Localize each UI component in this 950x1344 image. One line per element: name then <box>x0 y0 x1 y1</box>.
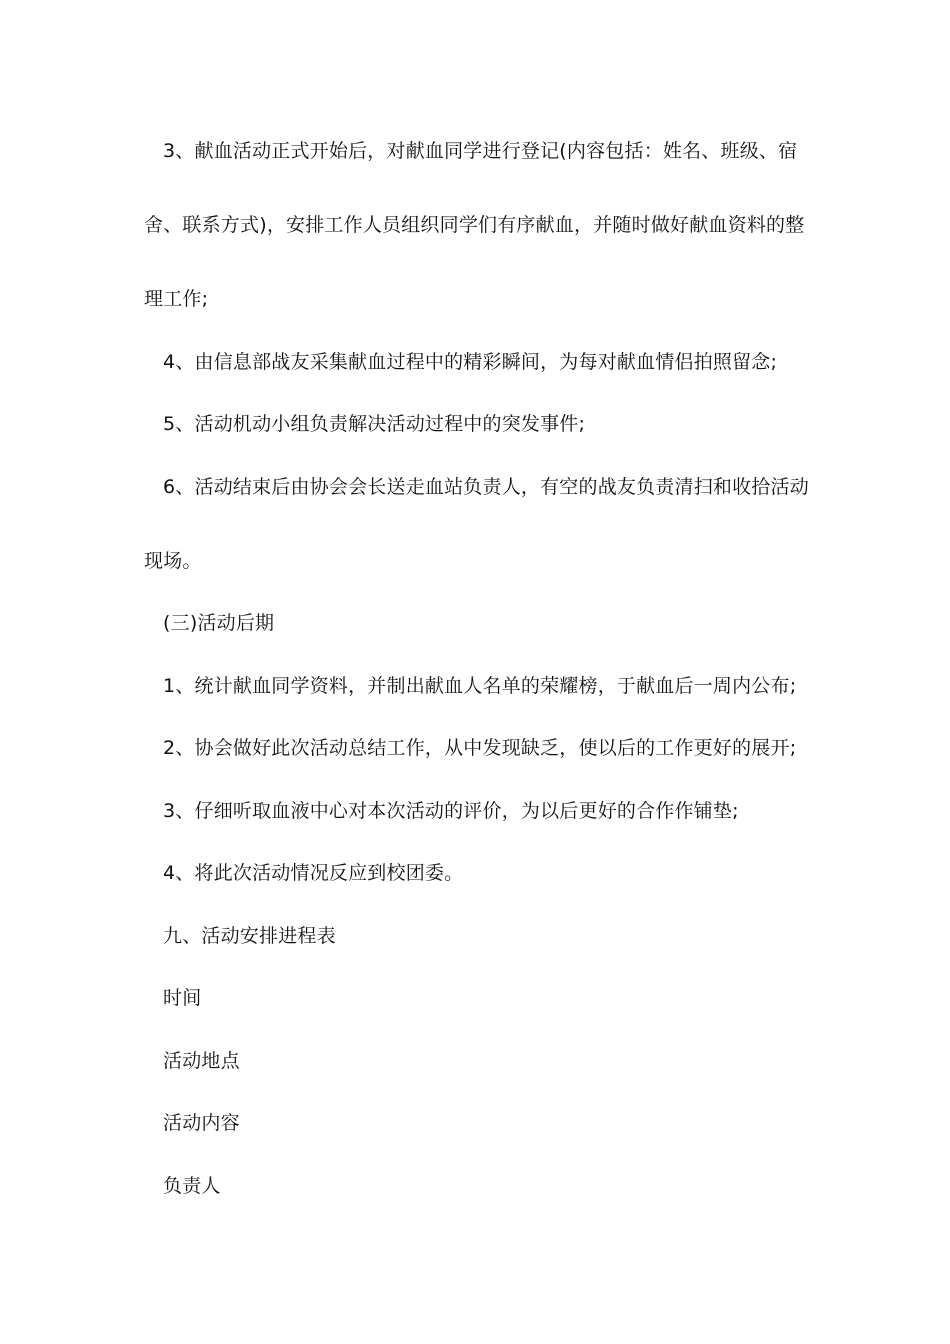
paragraph-5: 5、活动机动小组负责解决活动过程中的突发事件; <box>163 413 586 435</box>
paragraph-3-line-2: 舍、联系方式)，安排工作人员组织同学们有序献血，并随时做好献血资料的整 <box>144 214 805 236</box>
paragraph-4: 4、由信息部战友采集献血过程中的精彩瞬间，为每对献血情侣拍照留念; <box>163 351 778 373</box>
paragraph-3-line-1: 3、献血活动正式开始后，对献血同学进行登记(内容包括：姓名、班级、宿 <box>163 140 798 162</box>
schedule-header-content: 活动内容 <box>163 1112 240 1134</box>
schedule-header-person-in-charge: 负责人 <box>163 1175 221 1197</box>
paragraph-6-line-2: 现场。 <box>144 550 202 572</box>
later-item-4: 4、将此次活动情况反应到校团委。 <box>163 862 464 884</box>
later-item-3: 3、仔细听取血液中心对本次活动的评价，为以后更好的合作作铺垫; <box>163 800 739 822</box>
later-item-1: 1、统计献血同学资料，并制出献血人名单的荣耀榜，于献血后一周内公布; <box>163 675 797 697</box>
paragraph-6-line-1: 6、活动结束后由协会会长送走血站负责人，有空的战友负责清扫和收拾活动 <box>163 476 809 498</box>
section-heading-schedule: 九、活动安排进程表 <box>163 925 336 947</box>
later-item-2: 2、协会做好此次活动总结工作，从中发现缺乏，使以后的工作更好的展开; <box>163 737 797 759</box>
section-heading-later-stage: (三)活动后期 <box>163 612 275 634</box>
paragraph-3-line-3: 理工作; <box>144 288 209 310</box>
schedule-header-location: 活动地点 <box>163 1050 240 1072</box>
schedule-header-time: 时间 <box>163 987 202 1009</box>
